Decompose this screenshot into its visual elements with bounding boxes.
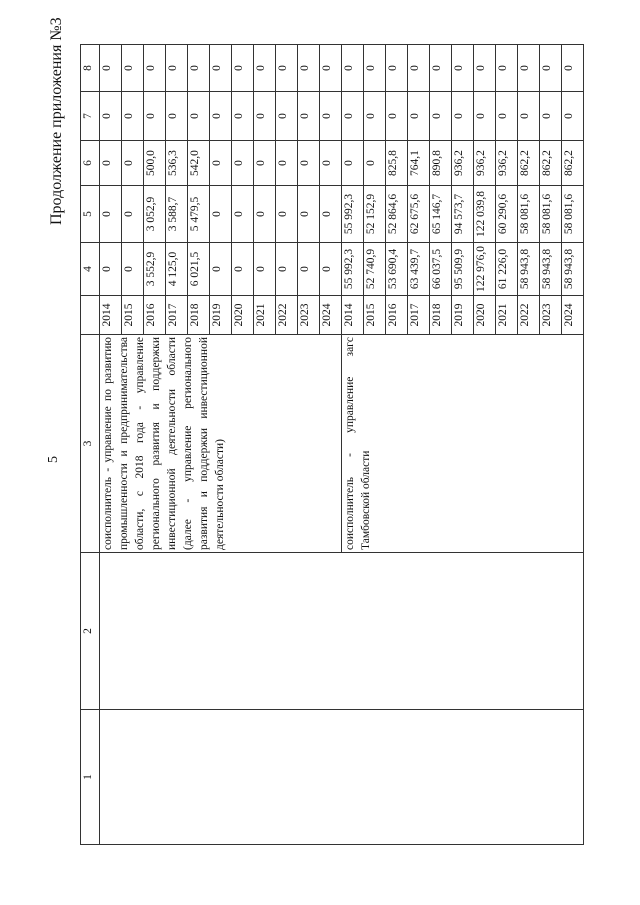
value-cell: 0 xyxy=(254,186,276,243)
col-header-3: 3 xyxy=(81,335,100,553)
year-cell: 2019 xyxy=(452,296,474,335)
value-cell: 0 xyxy=(188,92,210,141)
value-cell: 58 943,8 xyxy=(540,243,562,296)
value-cell: 0 xyxy=(298,92,320,141)
value-cell: 0 xyxy=(122,186,144,243)
value-cell: 0 xyxy=(210,243,232,296)
executor-description: соисполнитель - управление загс Тамбовской области xyxy=(342,335,584,553)
value-cell: 53 690,4 xyxy=(386,243,408,296)
value-cell: 5 479,5 xyxy=(188,186,210,243)
value-cell: 0 xyxy=(386,92,408,141)
value-cell: 0 xyxy=(386,45,408,92)
value-cell: 862,2 xyxy=(562,141,584,186)
value-cell: 0 xyxy=(210,92,232,141)
value-cell: 0 xyxy=(276,141,298,186)
value-cell: 6 021,5 xyxy=(188,243,210,296)
col-header-1: 1 xyxy=(81,710,100,845)
executor-description: соисполнитель - управление по развитию промышленности и предпринимательства области, с 2018 года - управление регионального развития и поддержки инвестиционной деятельности области (далее - управление регионального развития и поддержки инвестиционной деятельности области) xyxy=(100,335,342,553)
year-cell: 2020 xyxy=(474,296,496,335)
value-cell: 61 226,0 xyxy=(496,243,518,296)
value-cell: 0 xyxy=(298,186,320,243)
value-cell: 62 675,6 xyxy=(408,186,430,243)
table-row xyxy=(100,45,122,845)
value-cell: 0 xyxy=(122,45,144,92)
value-cell: 58 081,6 xyxy=(518,186,540,243)
value-cell: 4 125,0 xyxy=(166,243,188,296)
value-cell: 0 xyxy=(364,45,386,92)
year-cell: 2023 xyxy=(540,296,562,335)
value-cell: 0 xyxy=(100,45,122,92)
year-cell: 2021 xyxy=(254,296,276,335)
value-cell: 0 xyxy=(540,92,562,141)
value-cell: 3 552,9 xyxy=(144,243,166,296)
value-cell: 0 xyxy=(408,92,430,141)
value-cell: 0 xyxy=(320,45,342,92)
value-cell: 0 xyxy=(210,141,232,186)
year-cell: 2014 xyxy=(342,296,364,335)
value-cell: 0 xyxy=(298,243,320,296)
value-cell: 0 xyxy=(100,92,122,141)
value-cell: 58 081,6 xyxy=(562,186,584,243)
value-cell: 52 864,6 xyxy=(386,186,408,243)
value-cell: 0 xyxy=(276,45,298,92)
year-cell: 2023 xyxy=(298,296,320,335)
value-cell: 0 xyxy=(144,92,166,141)
value-cell: 0 xyxy=(254,141,276,186)
value-cell: 0 xyxy=(122,243,144,296)
value-cell: 0 xyxy=(298,45,320,92)
year-cell: 2016 xyxy=(144,296,166,335)
value-cell: 0 xyxy=(122,141,144,186)
value-cell: 0 xyxy=(166,45,188,92)
col-header-7: 7 xyxy=(81,92,100,141)
value-cell: 536,3 xyxy=(166,141,188,186)
value-cell: 862,2 xyxy=(540,141,562,186)
value-cell: 0 xyxy=(342,45,364,92)
value-cell: 936,2 xyxy=(452,141,474,186)
value-cell: 0 xyxy=(100,186,122,243)
value-cell: 0 xyxy=(562,45,584,92)
value-cell: 0 xyxy=(122,92,144,141)
year-cell: 2018 xyxy=(188,296,210,335)
cell-col1 xyxy=(100,710,584,845)
value-cell: 0 xyxy=(364,92,386,141)
value-cell: 0 xyxy=(496,45,518,92)
year-cell: 2016 xyxy=(386,296,408,335)
col-header-year xyxy=(81,296,100,335)
value-cell: 0 xyxy=(100,141,122,186)
value-cell: 63 439,7 xyxy=(408,243,430,296)
year-cell: 2017 xyxy=(408,296,430,335)
value-cell: 95 509,9 xyxy=(452,243,474,296)
value-cell: 0 xyxy=(342,92,364,141)
value-cell: 890,8 xyxy=(430,141,452,186)
value-cell: 0 xyxy=(254,243,276,296)
year-cell: 2017 xyxy=(166,296,188,335)
col-header-4: 4 xyxy=(81,243,100,296)
page-number: 5 xyxy=(46,456,61,463)
header-row xyxy=(81,45,100,845)
table-body xyxy=(100,45,584,845)
value-cell: 0 xyxy=(562,92,584,141)
value-cell: 0 xyxy=(254,45,276,92)
value-cell: 0 xyxy=(496,92,518,141)
value-cell: 0 xyxy=(474,92,496,141)
year-cell: 2019 xyxy=(210,296,232,335)
value-cell: 0 xyxy=(254,92,276,141)
value-cell: 122 039,8 xyxy=(474,186,496,243)
year-cell: 2024 xyxy=(562,296,584,335)
value-cell: 500,0 xyxy=(144,141,166,186)
value-cell: 764,1 xyxy=(408,141,430,186)
value-cell: 55 992,3 xyxy=(342,186,364,243)
year-cell: 2024 xyxy=(320,296,342,335)
value-cell: 0 xyxy=(408,45,430,92)
cell-col2 xyxy=(100,553,584,710)
value-cell: 0 xyxy=(320,186,342,243)
value-cell: 52 740,9 xyxy=(364,243,386,296)
value-cell: 0 xyxy=(320,243,342,296)
year-cell: 2015 xyxy=(364,296,386,335)
value-cell: 0 xyxy=(210,186,232,243)
value-cell: 66 037,5 xyxy=(430,243,452,296)
value-cell: 0 xyxy=(232,45,254,92)
value-cell: 936,2 xyxy=(496,141,518,186)
value-cell: 0 xyxy=(188,45,210,92)
value-cell: 0 xyxy=(430,45,452,92)
budget-table xyxy=(80,44,584,845)
value-cell: 862,2 xyxy=(518,141,540,186)
value-cell: 122 976,0 xyxy=(474,243,496,296)
value-cell: 58 943,8 xyxy=(562,243,584,296)
year-cell: 2020 xyxy=(232,296,254,335)
col-header-6: 6 xyxy=(81,141,100,186)
value-cell: 0 xyxy=(232,141,254,186)
value-cell: 0 xyxy=(518,45,540,92)
value-cell: 0 xyxy=(342,141,364,186)
value-cell: 0 xyxy=(100,243,122,296)
year-cell: 2018 xyxy=(430,296,452,335)
year-cell: 2015 xyxy=(122,296,144,335)
value-cell: 3 588,7 xyxy=(166,186,188,243)
value-cell: 58 081,6 xyxy=(540,186,562,243)
value-cell: 0 xyxy=(474,45,496,92)
value-cell: 0 xyxy=(540,45,562,92)
value-cell: 936,2 xyxy=(474,141,496,186)
year-cell: 2022 xyxy=(518,296,540,335)
col-header-8: 8 xyxy=(81,45,100,92)
value-cell: 542,0 xyxy=(188,141,210,186)
value-cell: 825,8 xyxy=(386,141,408,186)
value-cell: 0 xyxy=(276,243,298,296)
value-cell: 0 xyxy=(320,141,342,186)
value-cell: 52 152,9 xyxy=(364,186,386,243)
value-cell: 0 xyxy=(430,92,452,141)
value-cell: 0 xyxy=(232,243,254,296)
year-cell: 2021 xyxy=(496,296,518,335)
value-cell: 60 290,6 xyxy=(496,186,518,243)
value-cell: 0 xyxy=(518,92,540,141)
value-cell: 0 xyxy=(320,92,342,141)
value-cell: 0 xyxy=(144,45,166,92)
year-cell: 2014 xyxy=(100,296,122,335)
value-cell: 0 xyxy=(364,141,386,186)
value-cell: 3 052,9 xyxy=(144,186,166,243)
year-cell: 2022 xyxy=(276,296,298,335)
value-cell: 65 146,7 xyxy=(430,186,452,243)
value-cell: 0 xyxy=(298,141,320,186)
col-header-5: 5 xyxy=(81,186,100,243)
value-cell: 55 992,3 xyxy=(342,243,364,296)
value-cell: 0 xyxy=(232,92,254,141)
col-header-2: 2 xyxy=(81,553,100,710)
value-cell: 94 573,7 xyxy=(452,186,474,243)
value-cell: 0 xyxy=(276,92,298,141)
value-cell: 0 xyxy=(276,186,298,243)
value-cell: 0 xyxy=(166,92,188,141)
value-cell: 0 xyxy=(232,186,254,243)
value-cell: 0 xyxy=(452,92,474,141)
value-cell: 58 943,8 xyxy=(518,243,540,296)
value-cell: 0 xyxy=(210,45,232,92)
value-cell: 0 xyxy=(452,45,474,92)
page-heading: Продолжение приложения №3 xyxy=(48,17,65,225)
